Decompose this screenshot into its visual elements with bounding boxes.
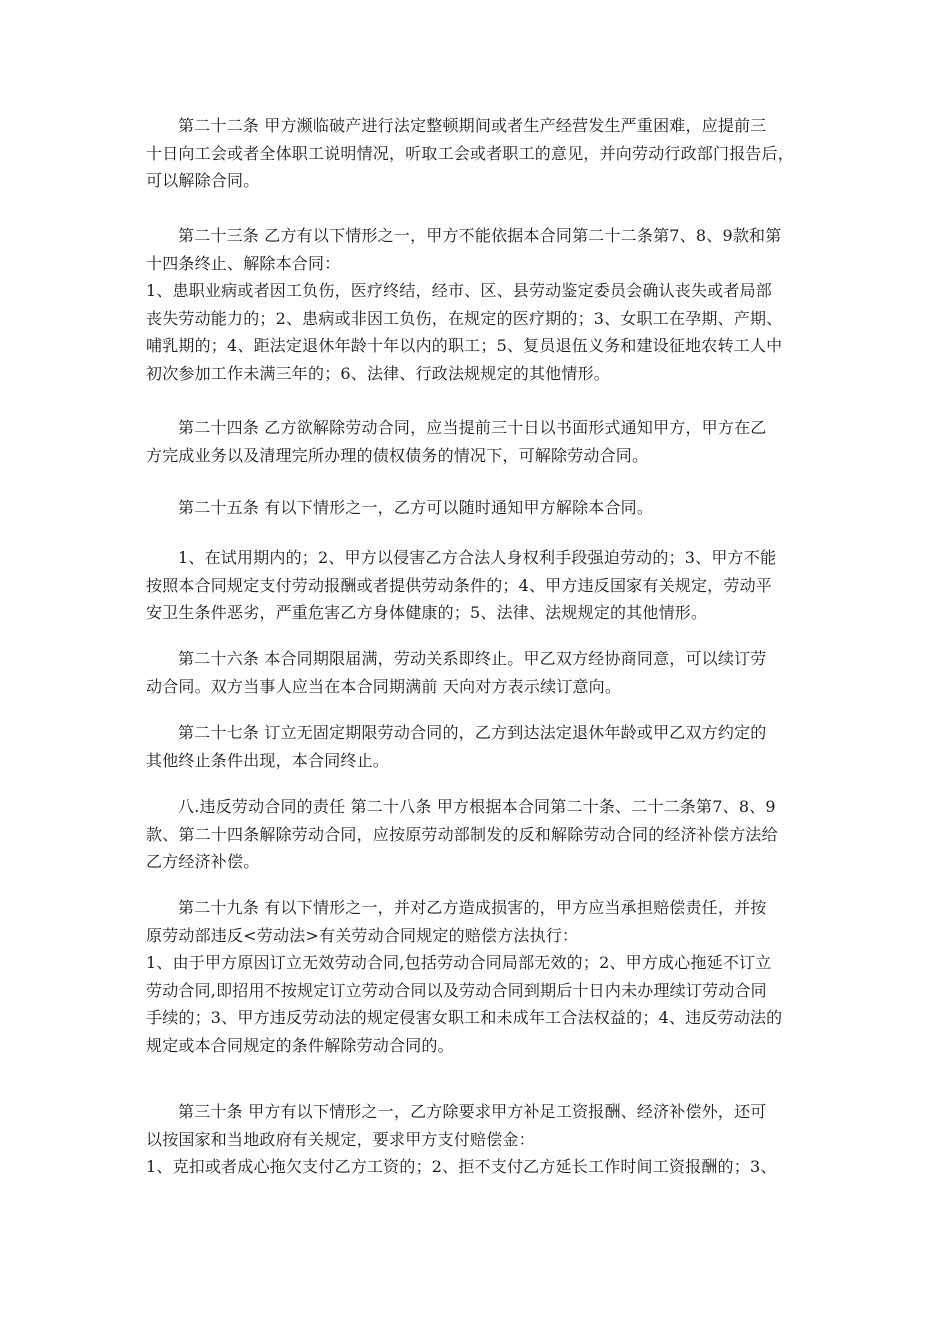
text-line: 第三十条 甲方有以下情形之一，乙方除要求甲方补足工资报酬、经济补偿外，还可: [178, 1102, 767, 1121]
text-line: 手续的；3、甲方违反劳动法的规定侵害女职工和未成年工合法权益的；4、违反劳动法的: [146, 1008, 783, 1028]
text-line: 规定或本合同规定的条件解除劳动合同的。: [146, 1035, 454, 1055]
text-line: 第二十四条 乙方欲解除劳动合同，应当提前三十日以书面形式通知甲方，甲方在乙: [178, 418, 767, 437]
article-23-paragraph: [146, 222, 810, 388]
text-line: 按照本合同规定支付劳动报酬或者提供劳动条件的；4、甲方违反国家有关规定，劳动平: [146, 575, 772, 595]
text-line: 可以解除合同。: [146, 171, 260, 191]
text-line: 第二十七条 订立无固定期限劳动合同的，乙方到达法定退休年龄或甲乙双方约定的: [178, 723, 767, 742]
text-line: 八.违反劳动合同的责任 第二十八条 甲方根据本合同第二十条、二十二条第7、8、9: [178, 797, 776, 816]
article-29-paragraph: [146, 894, 810, 1060]
text-line: 动合同。双方当事人应当在本合同期满前 天向对方表示续订意向。: [146, 676, 622, 696]
article-27-paragraph: [146, 719, 810, 774]
text-line: 安卫生条件恶劣，严重危害乙方身体健康的；5、法律、法规规定的其他情形。: [146, 603, 708, 623]
article-30-paragraph: [146, 1098, 810, 1181]
text-line: 第二十五条 有以下情形之一，乙方可以随时通知甲方解除本合同。: [178, 498, 654, 517]
text-line: 原劳动部违反<劳动法>有关劳动合同规定的赔偿方法执行：: [146, 925, 579, 945]
text-line: 1、在试用期内的；2、甲方以侵害乙方合法人身权利手段强迫劳动的；3、甲方不能: [178, 548, 777, 567]
text-line: 1、由于甲方原因订立无效劳动合同,包括劳动合同局部无效的；2、甲方成心拖延不订立: [146, 953, 772, 973]
text-line: 款、第二十四条解除劳动合同，应按原劳动部制发的反和解除劳动合同的经济补偿方法给: [146, 824, 778, 844]
text-line: 第二十三条 乙方有以下情形之一，甲方不能依据本合同第二十二条第7、8、9款和第: [178, 226, 782, 245]
text-line: 第二十九条 有以下情形之一，并对乙方造成损害的，甲方应当承担赔偿责任，并按: [178, 898, 767, 917]
article-28-paragraph: [146, 793, 810, 876]
article-26-paragraph: [146, 645, 810, 700]
text-line: 十四条终止、解除本合同：: [146, 253, 341, 273]
text-line: 初次参加工作未满三年的；6、法律、行政法规规定的其他情形。: [146, 363, 610, 383]
text-line: 方完成业务以及清理完所办理的债权债务的情况下，可解除劳动合同。: [146, 445, 649, 465]
text-line: 丧失劳动能力的；2、患病或非因工负伤，在规定的医疗期的；3、女职工在孕期、产期、: [146, 308, 783, 328]
text-line: 十日向工会或者全体职工说明情况，听取工会或者职工的意见，并向劳动行政部门报告后，: [146, 143, 795, 163]
text-line: 其他终止条件出现，本合同终止。: [146, 750, 390, 770]
article-24-paragraph: [146, 414, 810, 469]
text-line: 哺乳期的；4、距法定退休年龄十年以内的职工；5、复员退伍义务和建设征地农转工人中: [146, 336, 783, 356]
text-line: 乙方经济补偿。: [146, 852, 260, 872]
text-line: 以按国家和当地政府有关规定，要求甲方支付赔偿金：: [146, 1129, 535, 1149]
text-line: 第二十二条 甲方濒临破产进行法定整顿期间或者生产经营发生严重困难，应提前三: [178, 116, 767, 135]
text-line: 1、患职业病或者因工负伤，医疗终结，经市、区、县劳动鉴定委员会确认丧失或者局部: [146, 281, 772, 301]
article-25-paragraph: [146, 494, 810, 522]
text-line: 劳动合同,即招用不按规定订立劳动合同以及劳动合同到期后十日内未办理续订劳动合同: [146, 980, 767, 1000]
text-line: 第二十六条 本合同期限届满，劳动关系即终止。甲乙双方经协商同意，可以续订劳: [178, 649, 767, 668]
text-line: 1、克扣或者成心拖欠支付乙方工资的；2、拒不支付乙方延长工作时间工资报酬的；3、: [146, 1157, 777, 1177]
article-22-paragraph: [146, 112, 810, 195]
article-25-items-paragraph: [146, 544, 810, 627]
